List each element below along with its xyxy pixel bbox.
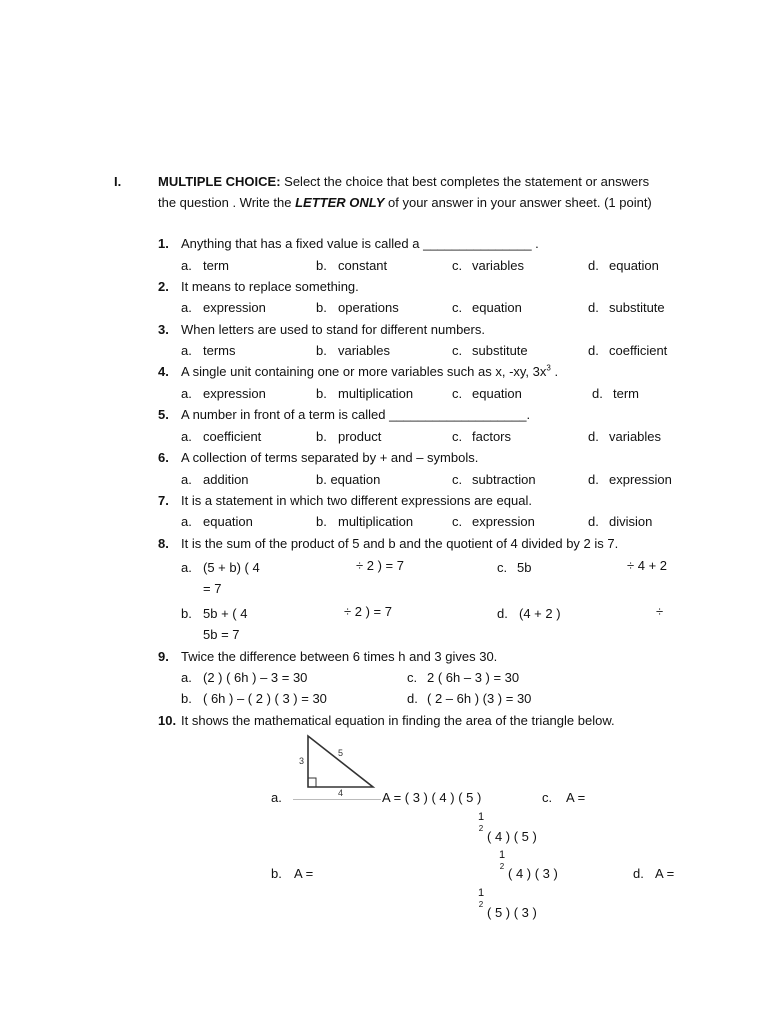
- q7-a-letter: a.: [181, 514, 192, 529]
- q9-c-text: 2 ( 6h – 3 ) = 30: [427, 670, 520, 685]
- q7-b-text: multiplication: [338, 514, 414, 529]
- q8-c-text-3: = 7: [203, 581, 222, 596]
- q9-d-text: ( 2 – 6h ) (3 ) = 30: [427, 691, 532, 706]
- q9-b-letter: b.: [181, 691, 192, 706]
- q6-d-text: expression: [609, 472, 672, 487]
- instruction-emphasis: LETTER ONLY: [295, 195, 385, 210]
- q8-c-letter: c.: [497, 560, 508, 575]
- q6-a-letter: a.: [181, 472, 192, 487]
- q10-a-letter: a.: [271, 790, 282, 805]
- q10-b-fraction: [496, 850, 508, 872]
- q7-a-text: equation: [203, 514, 253, 529]
- q10-c-letter: c.: [542, 790, 553, 805]
- q1-d-letter: d.: [588, 258, 599, 273]
- instruction-text-2a: the question . Write the: [158, 195, 292, 210]
- q5-b-text: product: [338, 429, 382, 444]
- q2-number: 2.: [158, 279, 169, 294]
- q10-d-text: A =: [655, 866, 675, 881]
- q10-b-letter: b.: [271, 866, 282, 881]
- q2-d-text: substitute: [609, 300, 665, 315]
- q4-text-end: .: [550, 364, 559, 379]
- q4-b-letter: b.: [316, 386, 327, 401]
- q7-c-letter: c.: [452, 514, 463, 529]
- section-instruction-line-2: [158, 195, 652, 210]
- q8-text: It is the sum of the product of 5 and b and the quotient of 4 divided by 2 is 7.: [181, 536, 619, 551]
- fraction-numerator: 1: [477, 887, 485, 899]
- q5-number: 5.: [158, 407, 169, 422]
- q9-b-text: ( 6h ) – ( 2 ) ( 3 ) = 30: [203, 691, 327, 706]
- q8-d-letter: d.: [497, 606, 508, 621]
- triangle-outline: [308, 736, 373, 787]
- triangle-side-a-label: 3: [299, 756, 305, 766]
- q10-a-text: A = ( 3 ) ( 4 ) ( 5 ): [382, 790, 482, 805]
- q8-d-text-3: 5b = 7: [203, 627, 240, 642]
- section-title: MULTIPLE CHOICE:: [158, 174, 281, 189]
- q10-d-rest: ( 5 ) ( 3 ): [487, 905, 537, 920]
- q8-d-text-2: ÷: [656, 604, 664, 619]
- q1-number: 1.: [158, 236, 169, 251]
- instruction-text-2c: of your answer in your answer sheet. (1 point): [388, 195, 652, 210]
- q7-number: 7.: [158, 493, 169, 508]
- q8-number: 8.: [158, 536, 169, 551]
- fraction-denominator: 2: [499, 862, 505, 871]
- q5-d-text: variables: [609, 429, 662, 444]
- q2-text: It means to replace something.: [181, 279, 359, 294]
- q9-a-letter: a.: [181, 670, 192, 685]
- section-instruction-line-1: [158, 174, 649, 189]
- q1-b-letter: b.: [316, 258, 327, 273]
- q3-a-text: terms: [203, 343, 236, 358]
- q6-a-text: addition: [203, 472, 249, 487]
- q3-d-text: coefficient: [609, 343, 668, 358]
- q3-a-letter: a.: [181, 343, 192, 358]
- q3-b-letter: b.: [316, 343, 327, 358]
- q9-a-text: (2 ) ( 6h ) – 3 = 30: [203, 670, 308, 685]
- q6-number: 6.: [158, 450, 169, 465]
- q4-text: A single unit containing one or more variables such as x, -xy, 3x: [181, 364, 547, 379]
- fraction-denominator: 2: [478, 824, 484, 833]
- q6-text: A collection of terms separated by + and – symbols.: [181, 450, 479, 465]
- q4-a-letter: a.: [181, 386, 192, 401]
- q8-a-text-1: (5 + b) ( 4: [203, 560, 260, 575]
- right-angle-marker: [308, 778, 316, 787]
- q8-b-text-2: ÷ 2 ) = 7: [344, 604, 392, 619]
- q3-b-text: variables: [338, 343, 391, 358]
- q2-b-text: operations: [338, 300, 399, 315]
- q10-d-fraction: [475, 888, 487, 910]
- right-triangle-figure: [292, 732, 378, 796]
- q3-c-letter: c.: [452, 343, 463, 358]
- q7-d-letter: d.: [588, 514, 599, 529]
- q1-a-letter: a.: [181, 258, 192, 273]
- q1-d-text: equation: [609, 258, 659, 273]
- figure-divider-line: [293, 799, 381, 800]
- q6-d-letter: d.: [588, 472, 599, 487]
- q4-c-text: equation: [472, 386, 522, 401]
- q8-c-text-2: ÷ 4 + 2: [627, 558, 668, 573]
- q1-c-text: variables: [472, 258, 525, 273]
- q9-number: 9.: [158, 649, 169, 664]
- fraction-numerator: 1: [498, 849, 506, 861]
- q3-d-letter: d.: [588, 343, 599, 358]
- q8-c-text-1: 5b: [517, 560, 532, 575]
- q5-text: A number in front of a term is called ___________________.: [181, 407, 531, 422]
- q5-b-letter: b.: [316, 429, 327, 444]
- q2-c-text: equation: [472, 300, 522, 315]
- q7-text: It is a statement in which two different expressions are equal.: [181, 493, 532, 508]
- q4-superscript: 3: [546, 363, 551, 373]
- q10-d-letter: d.: [633, 866, 644, 881]
- q8-a-letter: a.: [181, 560, 192, 575]
- q2-a-letter: a.: [181, 300, 192, 315]
- q3-text: When letters are used to stand for different numbers.: [181, 322, 485, 337]
- fraction-numerator: 1: [477, 811, 485, 823]
- q5-a-text: coefficient: [203, 429, 262, 444]
- q5-a-letter: a.: [181, 429, 192, 444]
- q6-b-text: b. equation: [316, 472, 381, 487]
- q9-d-letter: d.: [407, 691, 418, 706]
- q1-text: Anything that has a fixed value is called a _______________ .: [181, 236, 539, 251]
- q4-c-letter: c.: [452, 386, 463, 401]
- q8-b-text-1: 5b + ( 4: [203, 606, 248, 621]
- q1-b-text: constant: [338, 258, 388, 273]
- q7-b-letter: b.: [316, 514, 327, 529]
- triangle-side-c-label: 5: [338, 748, 344, 758]
- q4-d-letter: d.: [592, 386, 603, 401]
- q7-c-text: expression: [472, 514, 535, 529]
- q3-c-text: substitute: [472, 343, 528, 358]
- section-roman: I.: [114, 174, 122, 189]
- q5-d-letter: d.: [588, 429, 599, 444]
- q6-c-text: subtraction: [472, 472, 536, 487]
- q4-a-text: expression: [203, 386, 266, 401]
- q7-d-text: division: [609, 514, 653, 529]
- q5-c-letter: c.: [452, 429, 463, 444]
- triangle-side-b-label: 4: [338, 788, 344, 796]
- q10-c-rest: ( 4 ) ( 5 ): [487, 829, 537, 844]
- q1-a-text: term: [203, 258, 229, 273]
- q10-b-text: A =: [294, 866, 314, 881]
- q1-c-letter: c.: [452, 258, 463, 273]
- q8-a-text-2: ÷ 2 ) = 7: [356, 558, 404, 573]
- q2-c-letter: c.: [452, 300, 463, 315]
- q3-number: 3.: [158, 322, 169, 337]
- q10-c-fraction: [475, 812, 487, 834]
- q10-text: It shows the mathematical equation in finding the area of the triangle below.: [181, 713, 615, 728]
- q4-b-text: multiplication: [338, 386, 414, 401]
- q2-d-letter: d.: [588, 300, 599, 315]
- q4-d-text: term: [613, 386, 639, 401]
- q9-text: Twice the difference between 6 times h and 3 gives 30.: [181, 649, 498, 664]
- q5-c-text: factors: [472, 429, 512, 444]
- q9-c-letter: c.: [407, 670, 418, 685]
- q8-b-letter: b.: [181, 606, 192, 621]
- q4-text-line: [181, 364, 558, 379]
- q2-a-text: expression: [203, 300, 266, 315]
- fraction-denominator: 2: [478, 900, 484, 909]
- q4-number: 4.: [158, 364, 169, 379]
- q2-b-letter: b.: [316, 300, 327, 315]
- q10-c-text: A =: [566, 790, 586, 805]
- q10-b-rest: ( 4 ) ( 3 ): [508, 866, 558, 881]
- instruction-text-1: Select the choice that best completes the statement or answers: [284, 174, 650, 189]
- q10-number: 10.: [158, 713, 177, 728]
- q8-d-text-1: (4 + 2 ): [519, 606, 561, 621]
- q6-c-letter: c.: [452, 472, 463, 487]
